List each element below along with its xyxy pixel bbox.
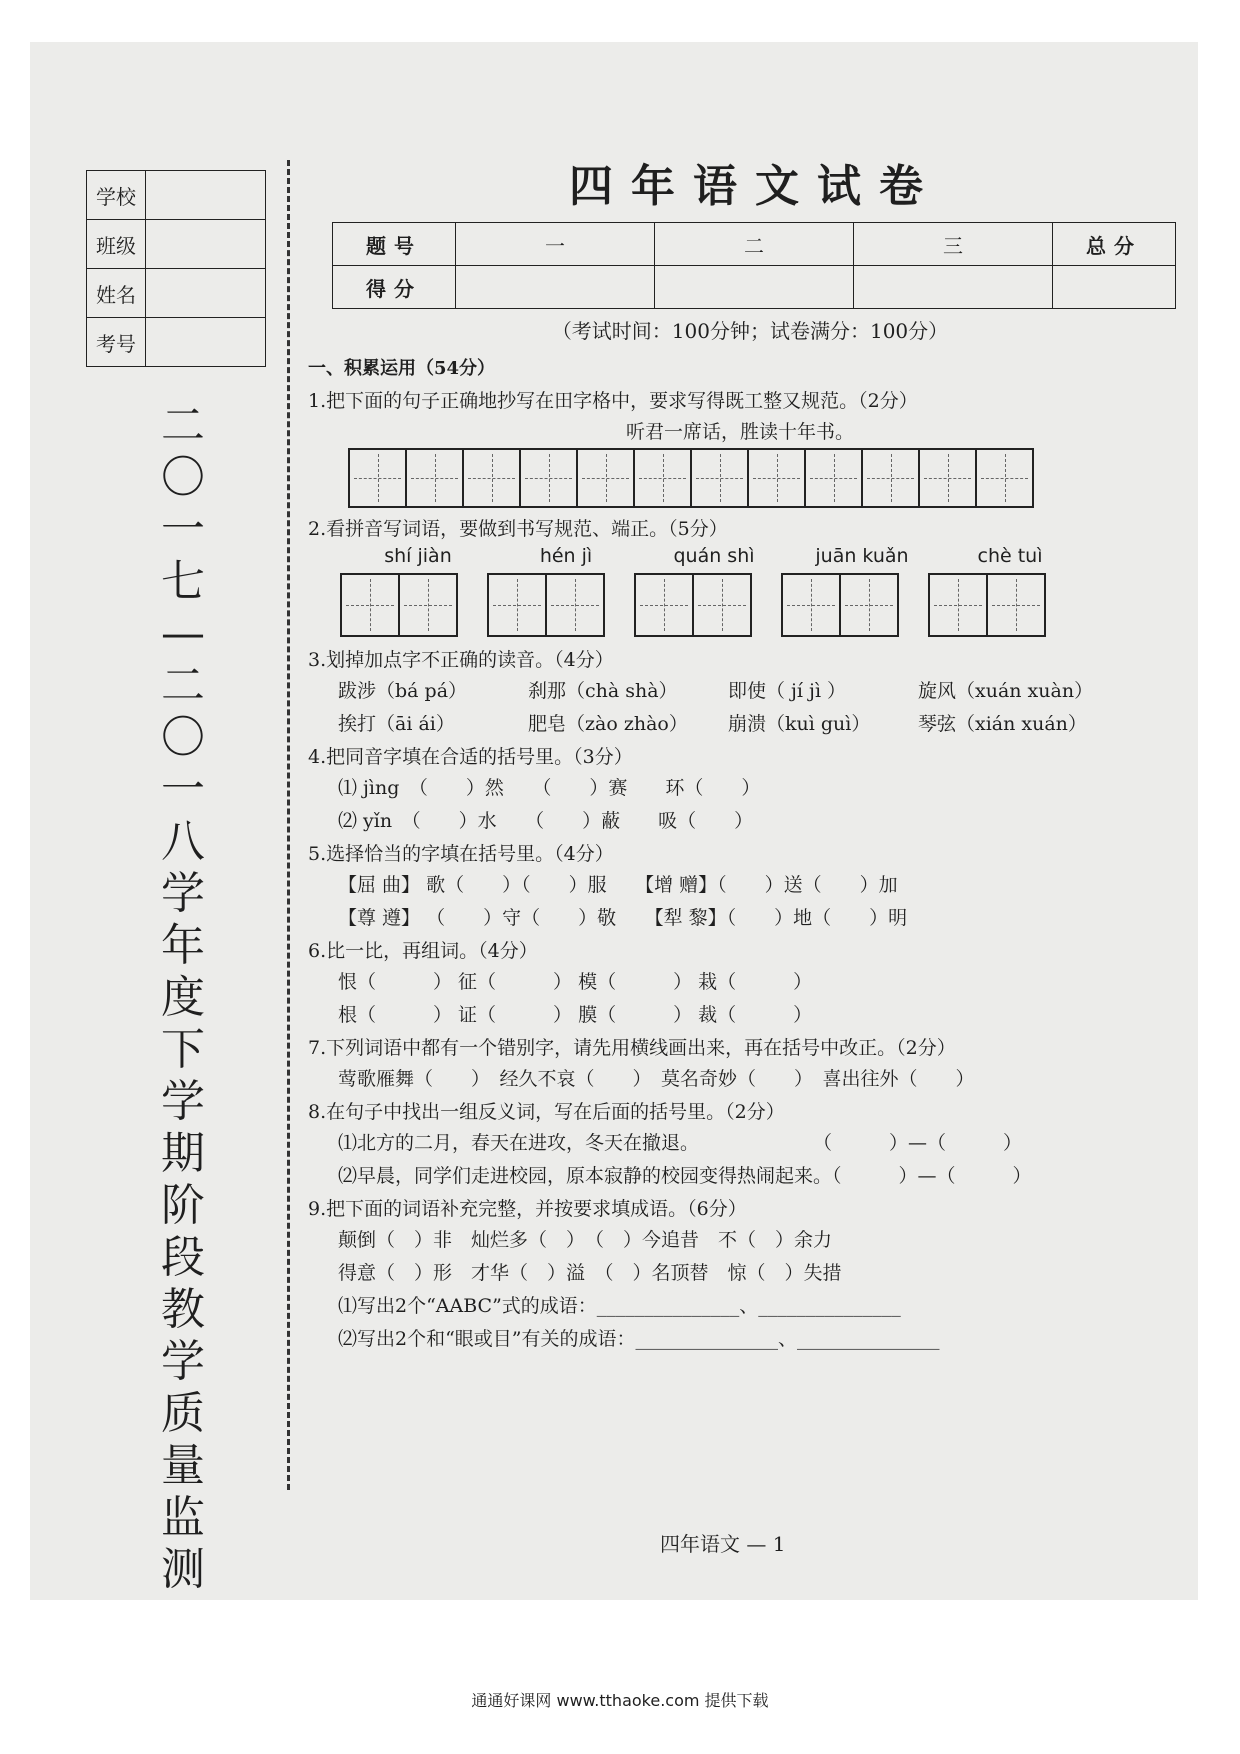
score-header-number: 题号 xyxy=(333,223,456,266)
answer-line[interactable]: 【尊 遵】 （ ）守（ ）敬 【犁 黎】（ ）地（ ）明 xyxy=(338,907,908,929)
answer-line[interactable]: ⑵ yǐn （ ）水 （ ）蔽 吸（ ） xyxy=(338,810,754,832)
grid-cell[interactable] xyxy=(781,573,841,637)
score-header-total: 总分 xyxy=(1053,223,1176,266)
grid-cell[interactable] xyxy=(975,448,1034,508)
pinyin-row xyxy=(344,545,1180,567)
answer-line[interactable]: 颠倒（ ）非 灿烂多（ ） （ ）今追昔 不（ ）余力 xyxy=(338,1229,833,1251)
grid-cell[interactable] xyxy=(519,448,578,508)
pinyin: shí jiàn xyxy=(384,545,452,567)
answer-line[interactable]: ⑴写出2个“AABC”式的成语：_______________、_______________ xyxy=(338,1295,901,1317)
score-header-1: 一 xyxy=(456,223,655,266)
score-header-2: 二 xyxy=(655,223,854,266)
grid-cell[interactable] xyxy=(861,448,920,508)
word-box[interactable] xyxy=(783,573,899,637)
label-name: 姓名 xyxy=(87,269,146,318)
answer-line[interactable]: 得意（ ）形 才华（ ）溢 （ ）名顶替 惊（ ）失措 xyxy=(338,1262,842,1284)
pinyin-answer-boxes xyxy=(342,573,1180,637)
grid-cell[interactable] xyxy=(918,448,977,508)
section-heading: 一、积累运用（54分） xyxy=(308,358,496,379)
tianzige-grid[interactable] xyxy=(350,448,1180,508)
label-school: 学校 xyxy=(87,171,146,220)
score-table xyxy=(332,222,1176,309)
reading-item[interactable]: 刹那（chà shà） xyxy=(528,680,678,702)
grid-cell[interactable] xyxy=(462,448,521,508)
score-cell[interactable] xyxy=(655,266,854,309)
answer-line[interactable]: 【屈 曲】 歌（ ）（ ）服 【增 赠】（ ）送（ ）加 xyxy=(338,874,898,896)
word-box[interactable] xyxy=(489,573,605,637)
grid-cell[interactable] xyxy=(576,448,635,508)
question-9: 9.把下面的词语补充完整，并按要求填成语。（6分） xyxy=(308,1198,747,1220)
score-header-3: 三 xyxy=(854,223,1053,266)
class-field[interactable] xyxy=(146,220,266,269)
binding-dashed-line xyxy=(287,160,290,1490)
question-8: 8.在句子中找出一组反义词，写在后面的括号里。（2分） xyxy=(308,1101,785,1123)
answer-line[interactable]: 恨（ ） 征（ ） 模（ ） 栽（ ） xyxy=(338,971,813,993)
reading-item[interactable]: 即使（ jí jì ） xyxy=(728,680,847,702)
grid-cell[interactable] xyxy=(690,448,749,508)
question-6: 6.比一比，再组词。（4分） xyxy=(308,940,538,962)
school-field[interactable] xyxy=(146,171,266,220)
score-row-label: 得分 xyxy=(333,266,456,309)
answer-line[interactable]: ⑵早晨，同学们走进校园，原本寂静的校园变得热闹起来。（ ）—（ ） xyxy=(338,1165,1032,1187)
label-class: 班级 xyxy=(87,220,146,269)
grid-cell[interactable] xyxy=(839,573,899,637)
reading-item[interactable]: 肥皂（zào zhào） xyxy=(528,713,688,735)
question-1: 1.把下面的句子正确地抄写在田字格中，要求写得既工整又规范。（2分） xyxy=(308,390,918,412)
grid-cell[interactable] xyxy=(487,573,547,637)
grid-cell[interactable] xyxy=(928,573,988,637)
label-exam-number: 考号 xyxy=(87,318,146,367)
word-box[interactable] xyxy=(342,573,458,637)
answer-line[interactable]: ⑴ jìng （ ）然 （ ）赛 环（ ） xyxy=(338,777,761,799)
page-title: 四年语文试卷 xyxy=(569,161,941,212)
reading-item[interactable]: 跋涉（bá pá） xyxy=(338,680,468,702)
reading-item[interactable]: 挨打（āi ái） xyxy=(338,713,455,735)
grid-cell[interactable] xyxy=(633,448,692,508)
grid-cell[interactable] xyxy=(405,448,464,508)
reading-line-2 xyxy=(338,709,1180,736)
score-cell[interactable] xyxy=(1053,266,1176,309)
word-box[interactable] xyxy=(930,573,1046,637)
answer-line[interactable]: ⑴北方的二月，春天在进攻，冬天在撤退。 （ ）—（ ） xyxy=(338,1132,1023,1154)
word-box[interactable] xyxy=(636,573,752,637)
name-field[interactable] xyxy=(146,269,266,318)
exam-number-field[interactable] xyxy=(146,318,266,367)
exam-info: （考试时间：100分钟；试卷满分：100分） xyxy=(551,319,949,343)
student-info-table xyxy=(86,170,266,367)
answer-line[interactable]: 根（ ） 证（ ） 膜（ ） 裁（ ） xyxy=(338,1004,813,1026)
page-footer: 四年语文 — 1 xyxy=(660,1532,786,1556)
exam-content xyxy=(300,140,1180,1357)
reading-line-1 xyxy=(338,676,1180,703)
grid-cell[interactable] xyxy=(340,573,400,637)
grid-cell[interactable] xyxy=(747,448,806,508)
reading-item[interactable]: 旋风（xuán xuàn） xyxy=(918,680,1094,702)
grid-cell[interactable] xyxy=(348,448,407,508)
pinyin: chè tuì xyxy=(977,545,1043,567)
pinyin: quán shì xyxy=(673,545,755,567)
grid-cell[interactable] xyxy=(692,573,752,637)
vertical-exam-title: 二〇一七—二〇一八学年度下学期阶段教学质量监测 xyxy=(161,400,205,1595)
question-4: 4.把同音字填在合适的括号里。（3分） xyxy=(308,746,633,768)
copy-sentence: 听君一席话，胜读十年书。 xyxy=(625,421,854,443)
score-cell[interactable] xyxy=(854,266,1053,309)
question-3: 3.划掉加点字不正确的读音。（4分） xyxy=(308,649,614,671)
grid-cell[interactable] xyxy=(545,573,605,637)
reading-item[interactable]: 琴弦（xián xuán） xyxy=(918,713,1087,735)
grid-cell[interactable] xyxy=(804,448,863,508)
answer-line[interactable]: ⑵写出2个和“眼或目”有关的成语：_______________、_______________ xyxy=(338,1328,940,1350)
question-5: 5.选择恰当的字填在括号里。（4分） xyxy=(308,843,614,865)
grid-cell[interactable] xyxy=(634,573,694,637)
source-credit: 通通好课网 www.tthaoke.com 提供下载 xyxy=(471,1691,769,1710)
question-7: 7.下列词语中都有一个错别字，请先用横线画出来，再在括号中改正。（2分） xyxy=(308,1037,956,1059)
answer-line[interactable]: 莺歌雁舞（ ） 经久不哀（ ） 莫名奇妙（ ） 喜出往外（ ） xyxy=(338,1068,975,1090)
score-cell[interactable] xyxy=(456,266,655,309)
pinyin: juān kuǎn xyxy=(815,545,909,567)
grid-cell[interactable] xyxy=(986,573,1046,637)
grid-cell[interactable] xyxy=(398,573,458,637)
pinyin: hén jì xyxy=(539,545,593,567)
reading-item[interactable]: 崩溃（kuì guì） xyxy=(728,713,871,735)
question-2: 2.看拼音写词语，要做到书写规范、端正。（5分） xyxy=(308,518,728,540)
